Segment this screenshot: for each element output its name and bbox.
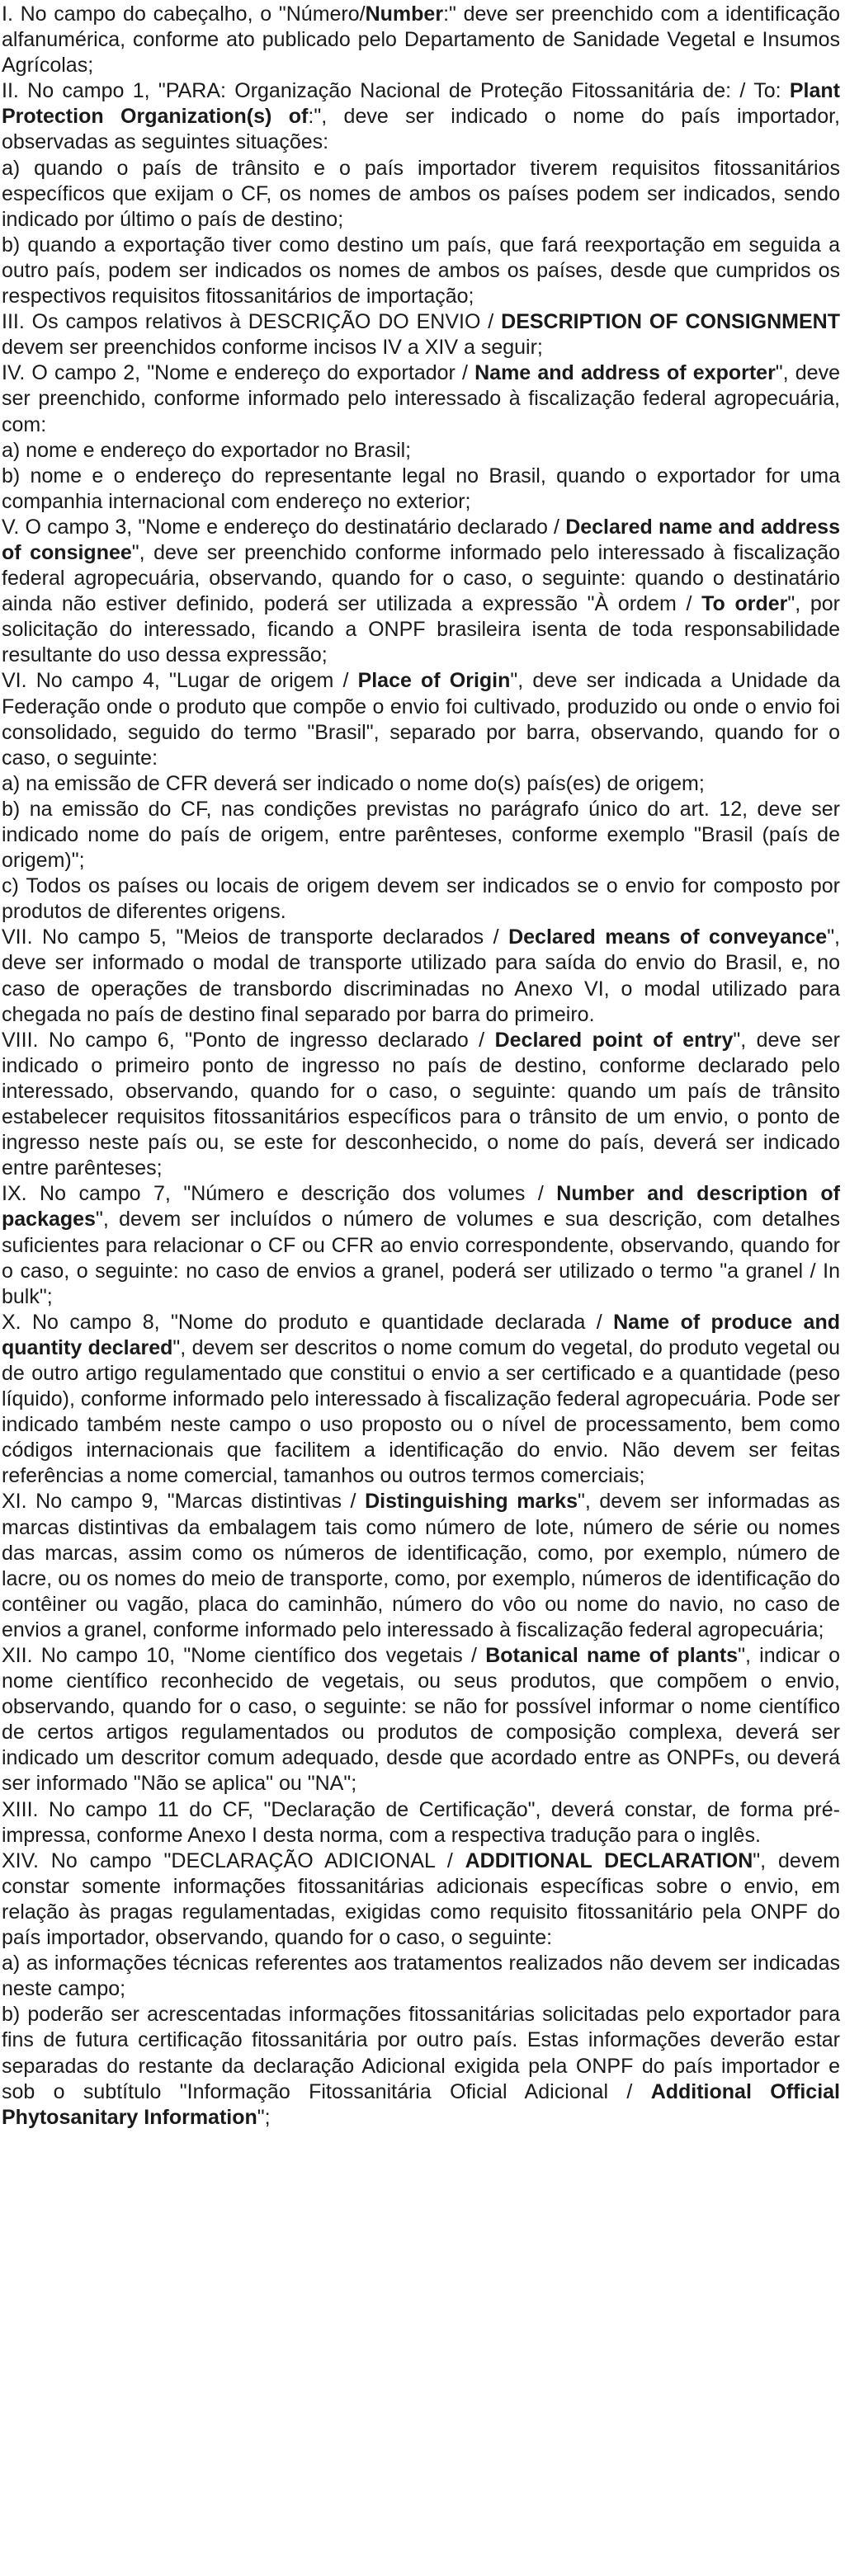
bold-term: Botanical name of plants [485, 1644, 739, 1667]
bold-term: Declared point of entry [494, 1028, 734, 1052]
paragraph [2, 438, 840, 464]
text-run: devem ser preenchidos conforme incisos IV a XIV a seguir; [2, 336, 543, 360]
text-run: :", deve ser indicado o nome do país importador, observadas as seguintes situações: [2, 105, 841, 154]
text-run: c) Todos os países ou locais de origem devem ser indicados se o envio for composto por produtos de diferentes origens. [2, 874, 840, 924]
bold-term: Additional Official Phytosanitary Information [2, 2079, 840, 2129]
text-run: ", deve ser preenchido conforme informado pelo interessado à fiscalização federal agropecuária, observando, quando for o caso, o seguinte: quando o destinatário ainda não estiver definido, poderá ser utilizada a expressão "À ordem / [2, 540, 840, 616]
text-run: ", deve ser indicado o primeiro ponto de ingresso no país de destino, conforme declarado pelo interessado, observando, quando for o caso, o seguinte: quando um país de trânsito estabelecer requisitos fitossanitários específicos para o trânsito de um envio, o ponto de ingresso neste país ou, se este for desconhecido, o nome do país, deverá ser indicado entre parênteses; [2, 1028, 840, 1180]
paragraph [2, 668, 840, 770]
paragraph [2, 156, 840, 233]
paragraph [2, 1310, 840, 1490]
text-run: a) as informações técnicas referentes aos tratamentos realizados não devem ser indicadas neste campo; [2, 1952, 840, 2001]
text-run: IV. O campo 2, "Nome e endereço do exportador / [2, 361, 475, 385]
text-run: b) na emissão do CF, nas condições previstas no parágrafo único do art. 12, deve ser indicado nome do país de origem, entre parênteses, conforme exemplo "Brasil (país de origem)"; [2, 797, 840, 873]
paragraph [2, 2, 840, 78]
paragraph [2, 797, 840, 874]
bold-term: Plant Protection Organization(s) of [2, 79, 840, 129]
paragraph [2, 1848, 840, 1951]
text-run: VII. No campo 5, "Meios de transporte declarados / [2, 925, 509, 949]
text-run: XI. No campo 9, "Marcas distintivas / [2, 1490, 366, 1514]
text-run: ", indicar o nome científico reconhecido de vegetais, ou seus produtos, que compõem o envio, observando, quando for o caso, o seguinte: se não for possível informar o nome científico de certos artigos regulamentados ou produtos de composição complexa, deverá ser indicado um descritor comum adequado, desde que acordado entre as ONPFs, ou deverá ser informado "Não se aplica" ou "NA"; [2, 1644, 840, 1796]
text-run: ", por solicitação do interessado, ficando a ONPF brasileira isenta de toda responsabilidade resultante do uso dessa expressão; [2, 592, 840, 667]
text-run: ", devem constar somente informações fitossanitárias adicionais específicas sobre o envio, em relação às pragas regulamentadas, exigidas como requisito fitossanitário pela ONPF do país importador, observando, quando for o caso, o seguinte: [2, 1848, 840, 1950]
paragraph [2, 233, 840, 309]
bold-term: Name of produce and quantity declared [2, 1310, 840, 1359]
bold-term: DESCRIPTION OF CONSIGNMENT [501, 310, 840, 334]
paragraph [2, 771, 840, 797]
bold-term: Place of Origin [357, 669, 511, 693]
bold-term: ADDITIONAL DECLARATION [465, 1848, 753, 1872]
text-run: V. O campo 3, "Nome e endereço do destinatário declarado / [2, 515, 566, 539]
text-run: "; [257, 2105, 271, 2129]
text-run: ", deve ser preenchido, conforme informado pelo interessado à fiscalização federal agropecuária, com: [2, 361, 840, 436]
bold-term: Declared name and address of consignee [2, 515, 840, 564]
text-run: III. Os campos relativos à DESCRIÇÃO DO ENVIO / [2, 310, 502, 334]
text-run: VI. No campo 4, "Lugar de origem / [2, 669, 358, 693]
bold-term: Declared means of conveyance [508, 925, 828, 949]
bold-term: Distinguishing marks [365, 1490, 578, 1514]
paragraph [2, 360, 840, 437]
text-run: I. No campo do cabeçalho, o "Número/ [2, 2, 366, 26]
paragraph [2, 925, 840, 1027]
text-run: ", deve ser informado o modal de transporte utilizado para saída do envio do Brasil, e, no caso de operações de transbordo discriminadas no Anexo VI, o modal utilizado para chegada no país de destino final separado por barra do primeiro. [2, 925, 841, 1026]
paragraph [2, 78, 840, 155]
text-run: b) quando a exportação tiver como destino um país, que fará reexportação em seguida a outro país, podem ser indicados os nomes de ambos os países, desde que cumpridos os respectivos requisitos fitossanitários de importação; [2, 233, 840, 308]
paragraph [2, 309, 840, 360]
text-run: II. No campo 1, "PARA: Organização Nacional de Proteção Fitossanitária de: / To: [2, 79, 790, 103]
paragraph [2, 1489, 840, 1643]
paragraph [2, 1643, 840, 1797]
bold-term: Name and address of exporter [474, 361, 776, 385]
text-run: a) quando o país de trânsito e o país importador tiverem requisitos fitossanitários específicos que exijam o CF, os nomes de ambos os países podem ser indicados, sendo indicado por último o país de destino; [2, 156, 840, 231]
text-run: IX. No campo 7, "Número e descrição dos volumes / [2, 1182, 557, 1206]
paragraph [2, 515, 840, 669]
paragraph [2, 1797, 840, 1848]
text-run: a) na emissão de CFR deverá ser indicado o nome do(s) país(es) de origem; [2, 771, 705, 795]
text-run: ", deve ser indicada a Unidade da Federação onde o produto que compõe o envio foi cultivado, produzido ou onde o envio foi consolidado, seguido do termo "Brasil", separado por barra, observando, quando for o caso, o seguinte: [2, 669, 840, 770]
bold-term: To order [701, 592, 788, 616]
paragraph [2, 464, 840, 515]
paragraph [2, 1028, 840, 1182]
text-run: XIV. No campo "DECLARAÇÃO ADICIONAL / [2, 1848, 465, 1872]
text-run: XIII. No campo 11 do CF, "Declaração de Certificação", deverá constar, de forma pré-impressa, conforme Anexo I desta norma, com a respectiva tradução para o inglês. [2, 1797, 840, 1847]
text-run: ", devem ser descritos o nome comum do vegetal, do produto vegetal ou de outro artigo regulamentado que constitui o envio a ser certificado e a quantidade (peso líquido), conforme informado pelo interessado à fiscalização federal agropecuária. Pode ser indicado também neste campo o uso proposto ou o nível de processamento, bem como códigos internacionais que facilitem a identificação do envio. Não devem ser feitas referências a nome comercial, tamanhos ou outros termos comerciais; [2, 1335, 840, 1488]
paragraph [2, 874, 840, 925]
paragraph [2, 1181, 840, 1309]
text-run: ", devem ser incluídos o número de volumes e sua descrição, com detalhes suficientes para relacionar o CF ou CFR ao envio correspondente, observando, quando for o caso, o seguinte: no caso de envios a granel, poderá ser utilizado o termo "a granel / In bulk"; [2, 1208, 840, 1308]
bold-term: Number and description of packages [2, 1182, 840, 1231]
text-run: :" deve ser preenchido com a identificação alfanumérica, conforme ato publicado pelo Departamento de Sanidade Vegetal e Insumos Agrícolas; [2, 2, 840, 78]
paragraph [2, 2002, 840, 2130]
text-run: X. No campo 8, "Nome do produto e quantidade declarada / [2, 1310, 614, 1334]
paragraph [2, 1951, 840, 2002]
text-run: XII. No campo 10, "Nome científico dos vegetais / [2, 1644, 486, 1667]
text-run: b) poderão ser acrescentadas informações fitossanitárias solicitadas pelo exportador para fins de futura certificação fitossanitária por outro país. Estas informações deverão estar separadas do restante da declaração Adicional exigida pela ONPF do país importador e sob o subtítulo "Informação Fitossanitária Oficial Adicional / [2, 2003, 840, 2103]
text-run: VIII. No campo 6, "Ponto de ingresso declarado / [2, 1028, 495, 1052]
text-run: b) nome e o endereço do representante legal no Brasil, quando o exportador for uma companhia internacional com endereço no exterior; [2, 464, 840, 513]
text-run: ", devem ser informadas as marcas distintivas da embalagem tais como número de lote, número de série ou nomes das marcas, assim como os números de identificação, como, por exemplo, número de lacre, ou os nomes do meio de transporte, como, por exemplo, números de identificação do contêiner ou vagão, placa do caminhão, número do vôo ou nome do navio, no caso de envios a granel, conforme informado pelo interessado à fiscalização federal agropecuária; [2, 1490, 840, 1641]
text-run: a) nome e endereço do exportador no Brasil; [2, 438, 412, 462]
bold-term: Number [365, 2, 444, 26]
